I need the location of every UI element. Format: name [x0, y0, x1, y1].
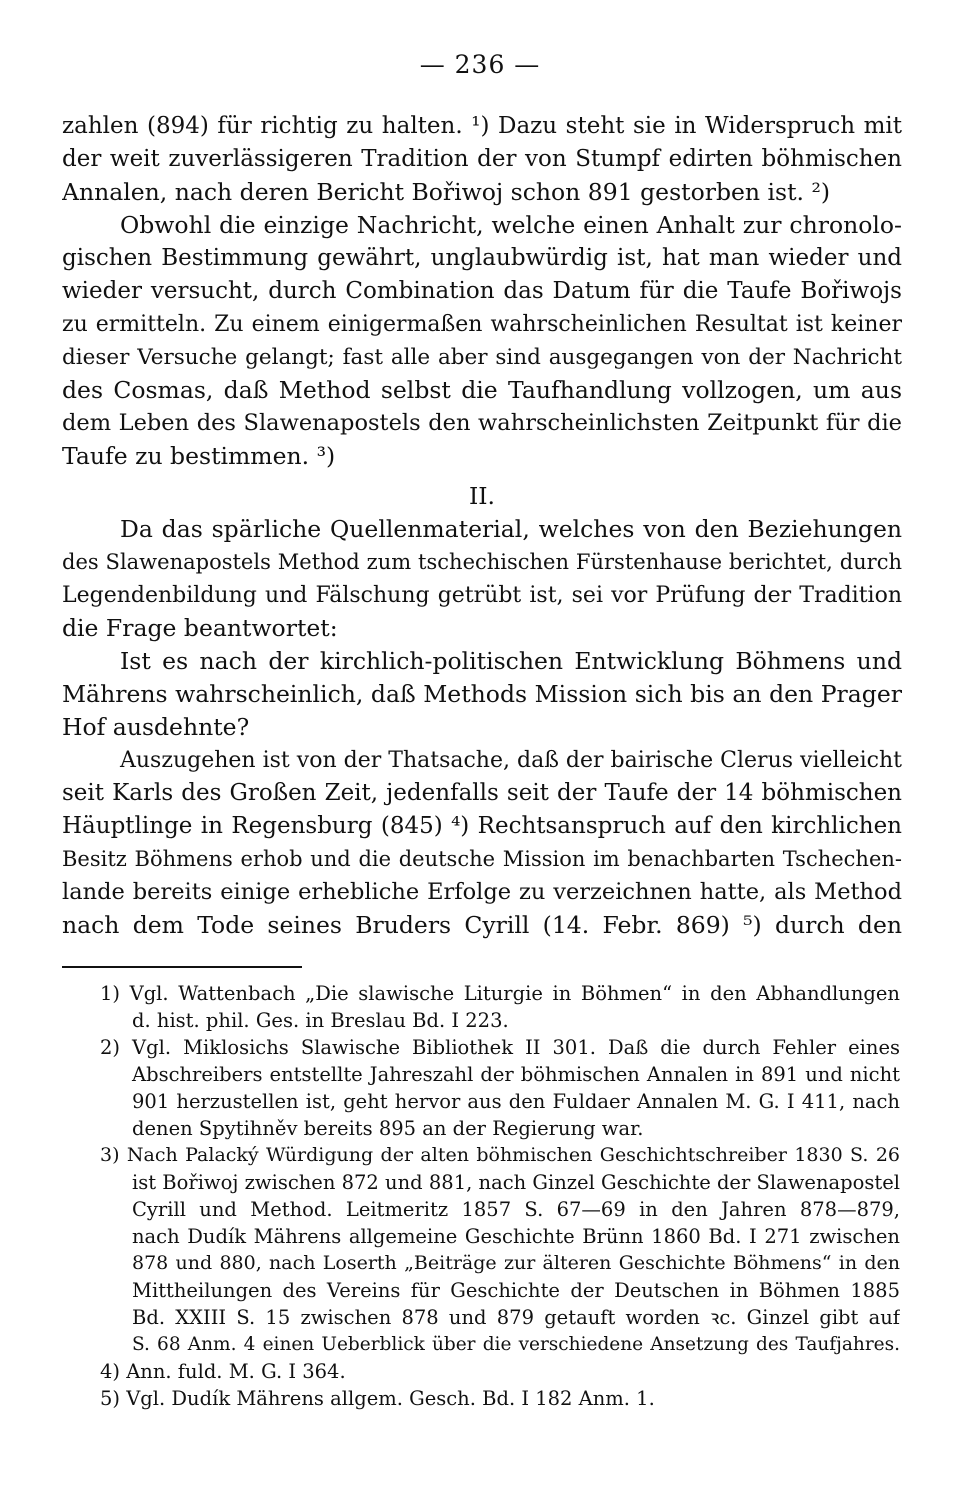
- page-number: — 236 —: [419, 50, 541, 79]
- footnote-line: 2) Vgl. Miklosichs Slawische Bibliothek II 301. Daß die durch Fehler eines: [100, 1036, 900, 1059]
- text-line: des Cosmas, daß Method selbst die Taufhandlung vollzogen, um aus: [62, 376, 902, 404]
- text-line: Ist es nach der kirchlich-politischen Entwicklung Böhmens und: [120, 647, 902, 675]
- footnote-line: denen Spytihněv bereits 895 an der Regierung war.: [132, 1117, 644, 1140]
- section-heading: II.: [468, 482, 496, 510]
- text-line: die Frage beantwortet:: [62, 614, 338, 642]
- text-line: Mährens wahrscheinlich, daß Methods Mission sich bis an den Prager: [62, 680, 902, 708]
- text-line: zu ermitteln. Zu einem einigermaßen wahrscheinlichen Resultat ist keiner: [62, 312, 902, 337]
- text-line: wieder versucht, durch Combination das Datum für die Taufe Bořiwojs: [62, 278, 902, 304]
- text-line: Da das spärliche Quellenmaterial, welches von den Beziehungen: [120, 515, 902, 543]
- text-line: Häuptlinge in Regensburg (845) ⁴) Rechtsanspruch auf den kirchlichen: [62, 813, 902, 839]
- text-line: Legendenbildung und Fälschung getrübt ist, sei vor Prüfung der Tradition: [62, 583, 902, 608]
- footnote-line: nach Dudík Mährens allgemeine Geschichte Brünn 1860 Bd. I 271 zwischen: [132, 1225, 900, 1248]
- text-line: zahlen (894) für richtig zu halten. ¹) Dazu steht sie in Widerspruch mit: [62, 113, 902, 139]
- footnote-line: 5) Vgl. Dudík Mährens allgem. Gesch. Bd. I 182 Anm. 1.: [100, 1387, 655, 1410]
- text-line: Annalen, nach deren Bericht Bořiwoj schon 891 gestorben ist. ²): [62, 178, 831, 206]
- footnote-line: 4) Ann. fuld. M. G. I 364.: [100, 1360, 346, 1383]
- text-line: Taufe zu bestimmen. ³): [62, 442, 336, 470]
- text-line: Besitz Böhmens erhob und die deutsche Mission im benachbarten Tschechen-: [62, 847, 902, 871]
- text-line: gischen Bestimmung gewährt, unglaubwürdig ist, hat man wieder und: [62, 245, 902, 271]
- footnote-line: S. 68 Anm. 4 einen Ueberblick über die verschiedene Ansetzung des Taufjahres.: [132, 1334, 900, 1355]
- footnote-line: Mittheilungen des Vereins für Geschichte der Deutschen in Böhmen 1885: [132, 1279, 900, 1302]
- text-line: Obwohl die einzige Nachricht, welche einen Anhalt zur chronolo-: [120, 211, 902, 239]
- footnote-line: 901 herzustellen ist, geht hervor aus den Fuldaer Annalen M. G. I 411, nach: [132, 1090, 900, 1113]
- footnotes: [100, 980, 900, 1412]
- text-line: dieser Versuche gelangt; fast alle aber sind ausgegangen von der Nachricht: [62, 345, 902, 370]
- footnote-line: Cyrill und Method. Leitmeritz 1857 S. 67—69 in den Jahren 878—879,: [132, 1198, 900, 1221]
- text-line: seit Karls des Großen Zeit, jedenfalls seit der Taufe der 14 böhmischen: [62, 780, 902, 806]
- text-line: der weit zuverlässigeren Tradition der von Stumpf edirten böhmischen: [62, 146, 902, 172]
- footnote-line: d. hist. phil. Ges. in Breslau Bd. I 223.: [132, 1009, 509, 1032]
- footnote-line: Bd. XXIII S. 15 zwischen 878 und 879 getauft worden ꝛc. Ginzel gibt auf: [132, 1306, 900, 1329]
- text-line: Hof ausdehnte?: [62, 713, 250, 741]
- text-line: dem Leben des Slawenapostels den wahrscheinlichsten Zeitpunkt für die: [62, 410, 902, 436]
- text-line: nach dem Tode seines Bruders Cyrill (14. Febr. 869) ⁵) durch den: [62, 911, 902, 939]
- main-text: [62, 110, 902, 942]
- text-line: des Slawenapostels Method zum tschechischen Fürstenhause berichtet, durch: [62, 550, 902, 574]
- footnote-line: Abschreibers entstellte Jahreszahl der böhmischen Annalen in 891 und nicht: [132, 1063, 900, 1086]
- footnote-line: 878 und 880, nach Loserth „Beiträge zur älteren Geschichte Böhmens“ in den: [132, 1252, 900, 1274]
- text-line: Auszugehen ist von der Thatsache, daß der bairische Clerus vielleicht: [120, 748, 902, 773]
- footnote-line: 3) Nach Palacký Würdigung der alten böhmischen Geschichtschreiber 1830 S. 26: [100, 1144, 900, 1166]
- footnote-line: ist Bořiwoj zwischen 872 und 881, nach Ginzel Geschichte der Slawenapostel: [132, 1171, 900, 1194]
- footnote-divider: [62, 966, 302, 968]
- footnote-line: 1) Vgl. Wattenbach „Die slawische Liturgie in Böhmen“ in den Abhandlungen: [100, 982, 900, 1005]
- text-line: lande bereits einige erhebliche Erfolge zu verzeichnen hatte, als Method: [62, 879, 902, 905]
